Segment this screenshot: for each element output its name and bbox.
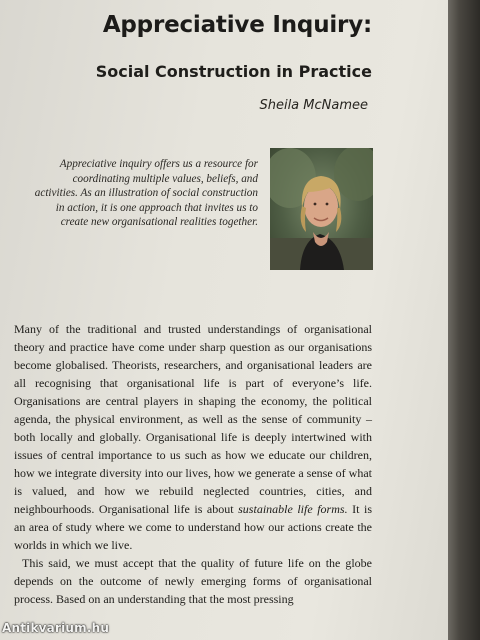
- author-name: Sheila McNamee: [259, 98, 368, 113]
- body-paragraph-2: This said, we must accept that the quality of future life on the globe depends on the outcome of newly emerging forms of organisational process. Based on an understanding that the most pressing: [14, 556, 372, 606]
- paragraph-1-text-end: It is an area of study where we come to understand how our actions create the worlds in which we live.: [14, 502, 373, 552]
- chapter-subtitle: Social Construction in Practice: [95, 62, 372, 81]
- site-watermark: Antikvarium.hu: [2, 621, 110, 635]
- paragraph-1-text: Many of the traditional and trusted understandings of organisational theory and practice have come under sharp question as our organisations become globalised. Theorists, researchers, and organisational leaders are all recognising that organisational life is part of everyone’s life. Organisations are central players in shaping the economy, the political agenda, the physical environment, as well as the sense of community – both locally and globally. Organisational life is deeply intertwined with issues of central importance to us such as how we educate our children, how we integrate diversity into our lives, how we generate a sense of what is valued, and how we rebuild neglected countries, cities, and neighbourhoods. Organisational life is about: [14, 322, 372, 516]
- author-portrait-photo: [270, 148, 373, 270]
- book-spine-edge: [448, 0, 480, 640]
- body-paragraph-1: [14, 320, 372, 554]
- portrait-image-icon: [270, 148, 373, 270]
- chapter-body-text: [14, 320, 372, 608]
- chapter-title: Appreciative Inquiry:: [102, 12, 372, 38]
- chapter-abstract: Appreciative inquiry offers us a resource for coordinating multiple values, beliefs, and activities. As an illustration of social construction in action, it is one approach that invites us to create new organisational realities together.: [34, 158, 258, 229]
- paragraph-1-emphasis: sustainable life forms.: [238, 502, 348, 516]
